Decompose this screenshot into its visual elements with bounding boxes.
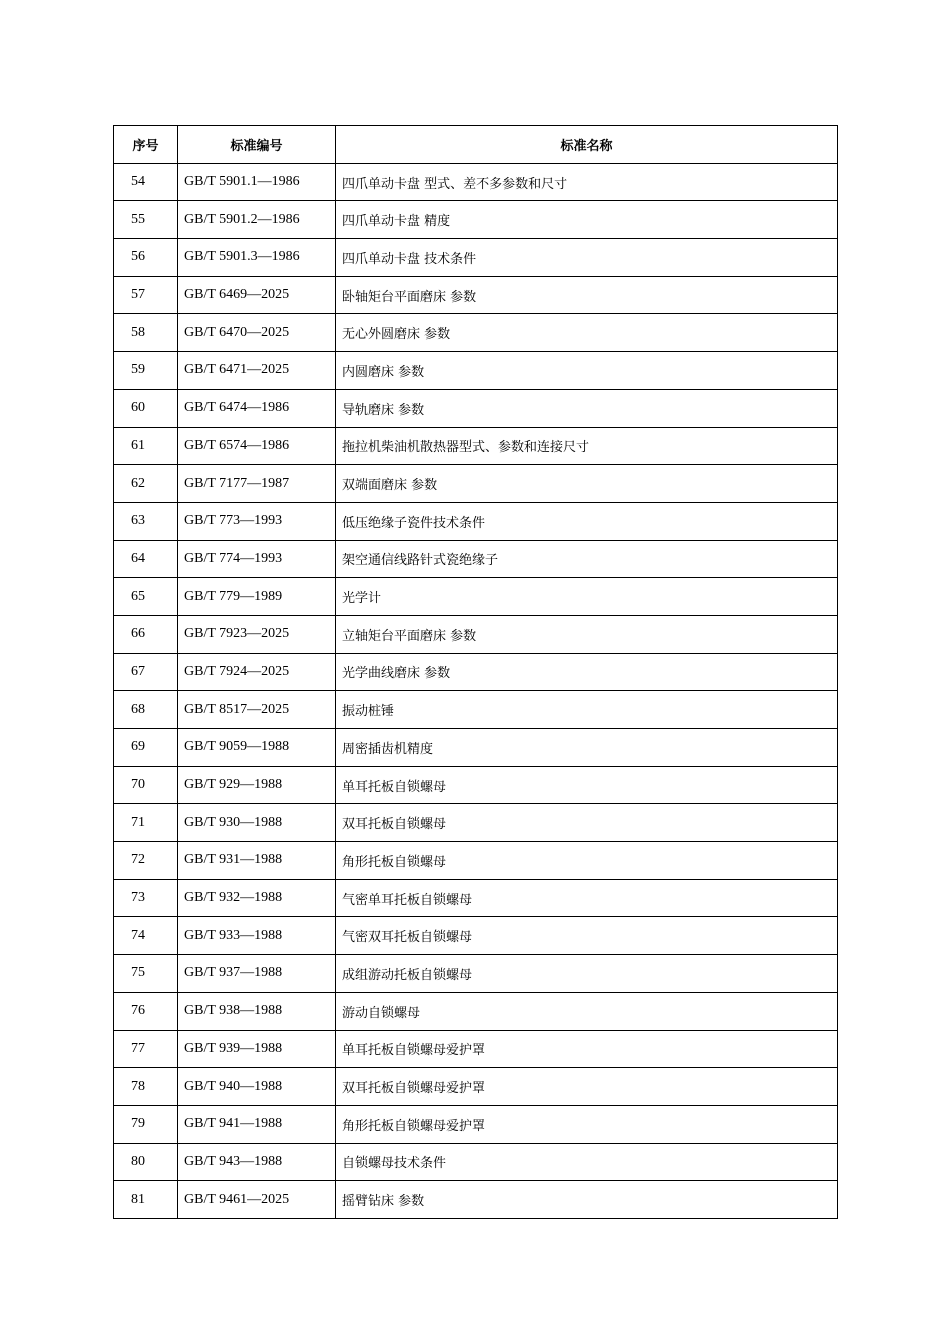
cell-seq: 67 (114, 653, 178, 691)
table-row (114, 955, 838, 993)
table-row (114, 691, 838, 729)
table-row (114, 729, 838, 767)
cell-standard-name: 自锁螺母技术条件 (336, 1143, 838, 1181)
cell-seq: 63 (114, 502, 178, 540)
cell-standard-code: GB/T 5901.3—1986 (178, 239, 336, 277)
cell-standard-code: GB/T 9059—1988 (178, 729, 336, 767)
cell-standard-code: GB/T 941—1988 (178, 1105, 336, 1143)
cell-seq: 69 (114, 729, 178, 767)
cell-seq: 55 (114, 201, 178, 239)
table-row (114, 1105, 838, 1143)
cell-seq: 60 (114, 389, 178, 427)
cell-standard-code: GB/T 6474—1986 (178, 389, 336, 427)
cell-standard-name: 内圆磨床 参数 (336, 352, 838, 390)
cell-standard-name: 单耳托板自锁螺母 (336, 766, 838, 804)
table-row (114, 917, 838, 955)
table-row (114, 314, 838, 352)
cell-standard-code: GB/T 6471—2025 (178, 352, 336, 390)
cell-seq: 73 (114, 879, 178, 917)
cell-standard-name: 光学曲线磨床 参数 (336, 653, 838, 691)
table-row (114, 540, 838, 578)
cell-seq: 71 (114, 804, 178, 842)
cell-standard-name: 无心外圆磨床 参数 (336, 314, 838, 352)
cell-seq: 58 (114, 314, 178, 352)
cell-standard-code: GB/T 7924—2025 (178, 653, 336, 691)
cell-seq: 79 (114, 1105, 178, 1143)
cell-standard-name: 拖拉机柴油机散热器型式、参数和连接尺寸 (336, 427, 838, 465)
cell-standard-name: 周密插齿机精度 (336, 729, 838, 767)
cell-standard-code: GB/T 7177—1987 (178, 465, 336, 503)
cell-standard-code: GB/T 943—1988 (178, 1143, 336, 1181)
cell-seq: 70 (114, 766, 178, 804)
cell-standard-code: GB/T 930—1988 (178, 804, 336, 842)
table-row (114, 352, 838, 390)
header-seq: 序号 (114, 126, 178, 164)
cell-standard-code: GB/T 7923—2025 (178, 615, 336, 653)
cell-seq: 65 (114, 578, 178, 616)
table-row (114, 842, 838, 880)
cell-seq: 64 (114, 540, 178, 578)
cell-standard-name: 四爪单动卡盘 型式、差不多参数和尺寸 (336, 163, 838, 201)
cell-standard-name: 四爪单动卡盘 精度 (336, 201, 838, 239)
cell-standard-code: GB/T 932—1988 (178, 879, 336, 917)
cell-standard-code: GB/T 938—1988 (178, 992, 336, 1030)
cell-standard-name: 气密双耳托板自锁螺母 (336, 917, 838, 955)
table-row (114, 239, 838, 277)
cell-standard-code: GB/T 937—1988 (178, 955, 336, 993)
cell-standard-name: 单耳托板自锁螺母爱护罩 (336, 1030, 838, 1068)
cell-standard-name: 游动自锁螺母 (336, 992, 838, 1030)
table-row (114, 276, 838, 314)
cell-standard-code: GB/T 5901.1—1986 (178, 163, 336, 201)
cell-standard-name: 光学计 (336, 578, 838, 616)
cell-standard-code: GB/T 773—1993 (178, 502, 336, 540)
cell-standard-code: GB/T 774—1993 (178, 540, 336, 578)
table-row (114, 1143, 838, 1181)
cell-standard-name: 气密单耳托板自锁螺母 (336, 879, 838, 917)
table-row (114, 163, 838, 201)
header-row (114, 126, 838, 164)
cell-seq: 54 (114, 163, 178, 201)
cell-standard-code: GB/T 5901.2—1986 (178, 201, 336, 239)
cell-standard-name: 振动桩锤 (336, 691, 838, 729)
table-row (114, 653, 838, 691)
cell-standard-code: GB/T 9461—2025 (178, 1181, 336, 1219)
cell-standard-name: 四爪单动卡盘 技术条件 (336, 239, 838, 277)
table-row (114, 465, 838, 503)
table-row (114, 766, 838, 804)
cell-standard-name: 角形托板自锁螺母 (336, 842, 838, 880)
table-row (114, 804, 838, 842)
table-header (114, 126, 838, 164)
cell-standard-name: 摇臂钻床 参数 (336, 1181, 838, 1219)
table-row (114, 1068, 838, 1106)
table-row (114, 1181, 838, 1219)
cell-standard-code: GB/T 940—1988 (178, 1068, 336, 1106)
cell-seq: 76 (114, 992, 178, 1030)
cell-standard-name: 导轨磨床 参数 (336, 389, 838, 427)
cell-standard-name: 角形托板自锁螺母爱护罩 (336, 1105, 838, 1143)
cell-seq: 61 (114, 427, 178, 465)
cell-standard-code: GB/T 779—1989 (178, 578, 336, 616)
cell-standard-code: GB/T 6469—2025 (178, 276, 336, 314)
cell-standard-name: 架空通信线路针式瓷绝缘子 (336, 540, 838, 578)
cell-seq: 77 (114, 1030, 178, 1068)
cell-standard-code: GB/T 6470—2025 (178, 314, 336, 352)
cell-standard-name: 双端面磨床 参数 (336, 465, 838, 503)
cell-standard-name: 低压绝缘子瓷件技术条件 (336, 502, 838, 540)
cell-seq: 68 (114, 691, 178, 729)
table-row (114, 879, 838, 917)
cell-standard-code: GB/T 933—1988 (178, 917, 336, 955)
cell-standard-code: GB/T 931—1988 (178, 842, 336, 880)
table-row (114, 201, 838, 239)
cell-seq: 57 (114, 276, 178, 314)
cell-seq: 66 (114, 615, 178, 653)
cell-seq: 78 (114, 1068, 178, 1106)
table-row (114, 427, 838, 465)
cell-standard-code: GB/T 929—1988 (178, 766, 336, 804)
cell-seq: 80 (114, 1143, 178, 1181)
cell-seq: 62 (114, 465, 178, 503)
table-row (114, 578, 838, 616)
cell-standard-name: 立轴矩台平面磨床 参数 (336, 615, 838, 653)
cell-seq: 72 (114, 842, 178, 880)
table-row (114, 615, 838, 653)
cell-standard-name: 双耳托板自锁螺母爱护罩 (336, 1068, 838, 1106)
table-row (114, 1030, 838, 1068)
table-row (114, 992, 838, 1030)
cell-standard-code: GB/T 939—1988 (178, 1030, 336, 1068)
standards-table (113, 125, 838, 1219)
header-code: 标准编号 (178, 126, 336, 164)
table-row (114, 502, 838, 540)
table-row (114, 389, 838, 427)
cell-standard-code: GB/T 8517—2025 (178, 691, 336, 729)
cell-seq: 56 (114, 239, 178, 277)
cell-standard-code: GB/T 6574—1986 (178, 427, 336, 465)
cell-standard-name: 卧轴矩台平面磨床 参数 (336, 276, 838, 314)
cell-seq: 81 (114, 1181, 178, 1219)
cell-standard-name: 双耳托板自锁螺母 (336, 804, 838, 842)
cell-seq: 59 (114, 352, 178, 390)
cell-seq: 74 (114, 917, 178, 955)
cell-seq: 75 (114, 955, 178, 993)
table-body (114, 163, 838, 1218)
cell-standard-name: 成组游动托板自锁螺母 (336, 955, 838, 993)
header-name: 标准名称 (336, 126, 838, 164)
